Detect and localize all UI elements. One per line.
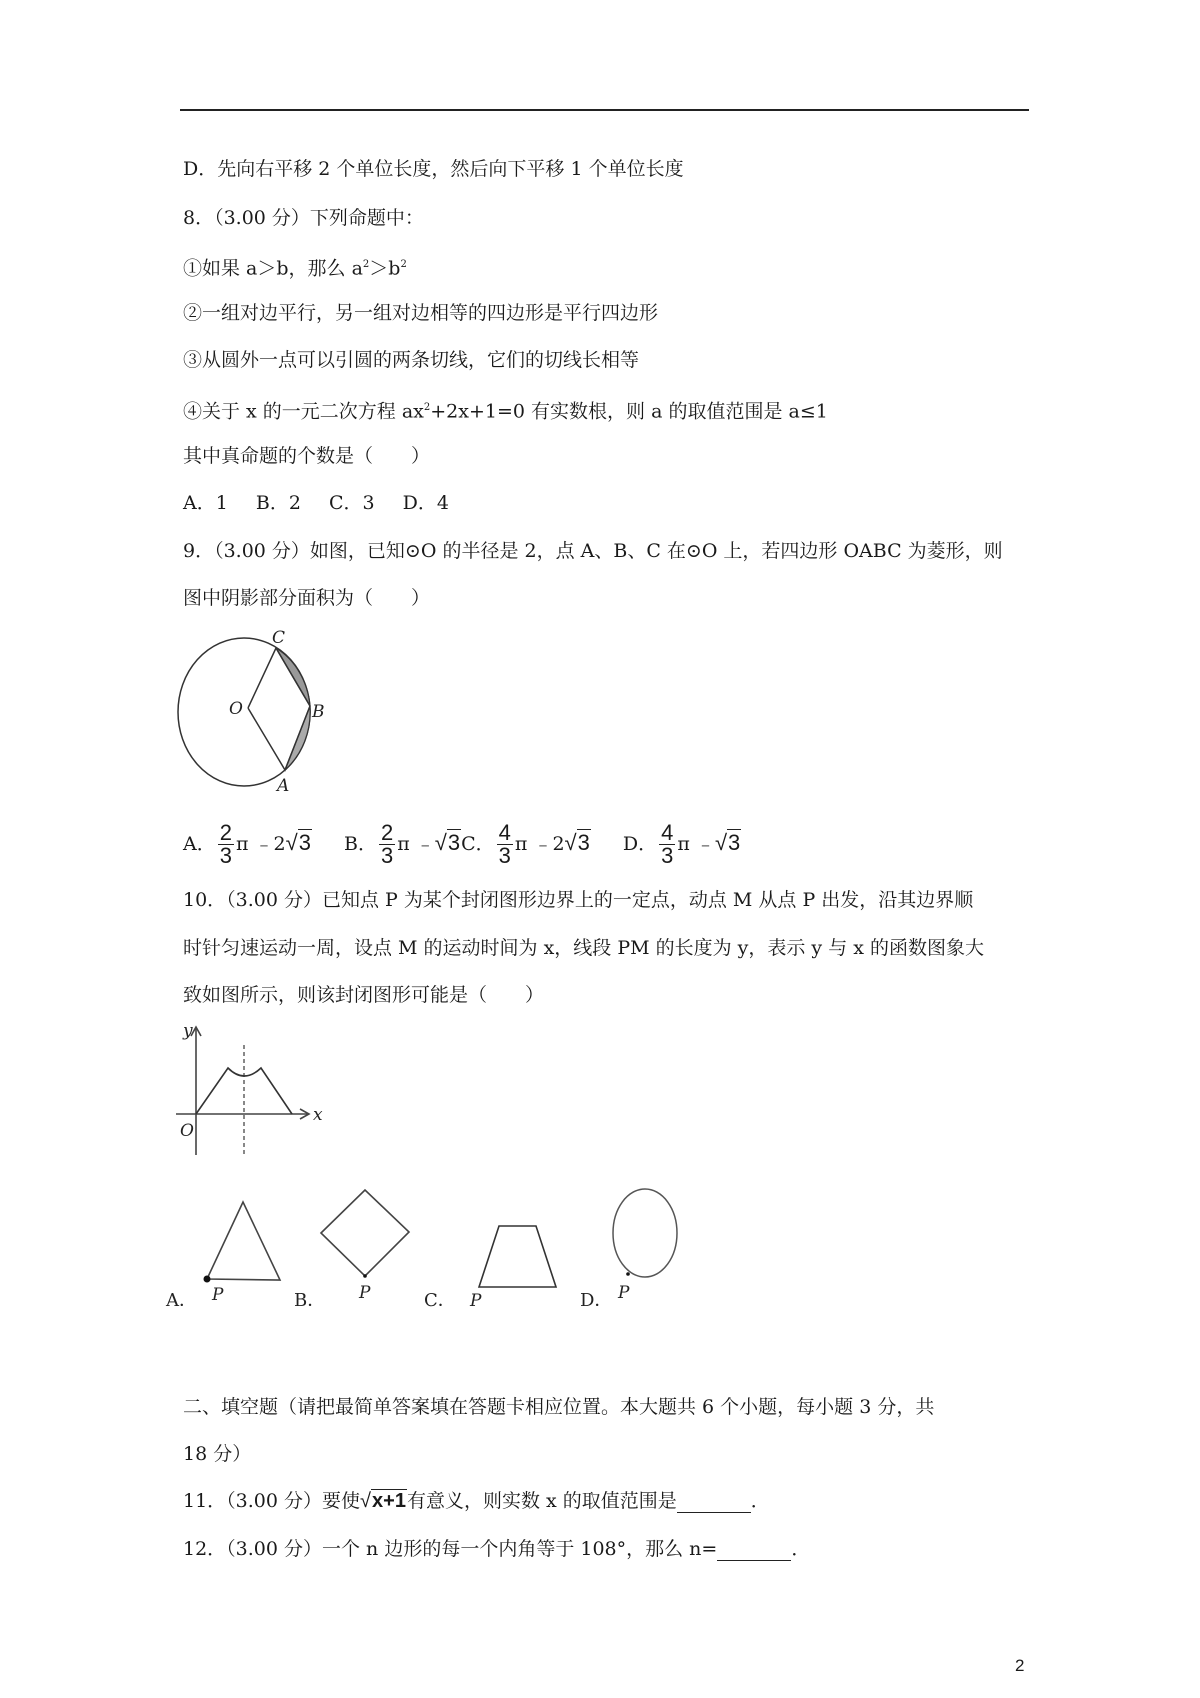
pi: π — [514, 832, 528, 855]
label-y: y — [183, 1021, 193, 1041]
q10-option-c-letter: C． — [424, 1290, 456, 1311]
sqrt: √x+1 — [360, 1490, 406, 1512]
numerator: 4 — [498, 820, 511, 845]
section-2-heading-line2: 18 分） — [183, 1443, 252, 1465]
text: 有意义，则实数 x 的取值范围是 — [406, 1490, 677, 1512]
answer-blank[interactable] — [717, 1542, 791, 1561]
text: ④关于 x 的一元二次方程 ax — [183, 400, 424, 423]
point-p — [626, 1272, 630, 1276]
label-x: x — [313, 1105, 323, 1125]
label-p: P — [618, 1283, 630, 1303]
q8-option-c: C．3 — [328, 492, 375, 514]
label-o: O — [229, 699, 243, 719]
answer-blank[interactable] — [677, 1494, 751, 1513]
denominator: 3 — [380, 843, 394, 868]
sqrt: √3 — [285, 829, 311, 855]
label-b: B — [312, 702, 325, 722]
q8-statement-3: ③从圆外一点可以引圆的两条切线，它们的切线长相等 — [183, 349, 640, 371]
q9-option-d — [622, 820, 741, 868]
letter: D． — [622, 832, 658, 855]
label-p: P — [359, 1283, 371, 1303]
section-2-heading-line1: 二、填空题（请把最简单答案填在答题卡相应位置。本大题共 6 个小题，每小题 3 分，共 — [183, 1396, 935, 1418]
numerator: 2 — [380, 820, 394, 845]
fraction — [659, 822, 675, 867]
text: ①如果 a＞b，那么 a — [183, 257, 363, 280]
radicand: x+1 — [372, 1490, 406, 1512]
fraction — [379, 822, 395, 867]
q8-statement-1 — [183, 253, 407, 280]
q8-option-a: A．1 — [183, 492, 228, 514]
q8-option-d: D．4 — [402, 492, 449, 514]
exponent: 2 — [400, 259, 407, 270]
q10-stem-line3: 致如图所示，则该封闭图形可能是（ ） — [183, 984, 545, 1006]
q10-stem-line2: 时针匀速运动一周，设点 M 的运动时间为 x，线段 PM 的长度为 y，表示 y 与 x 的函数图象大 — [183, 937, 984, 959]
triangle-shape — [207, 1202, 280, 1280]
trapezoid-shape — [479, 1226, 556, 1287]
radicand: 3 — [447, 829, 461, 855]
denominator: 3 — [219, 843, 232, 868]
q10-option-a-letter: A． — [166, 1290, 197, 1311]
pi: π — [235, 832, 249, 855]
q10-option-d-letter: D． — [580, 1290, 613, 1311]
q9-options — [183, 822, 741, 867]
denominator: 3 — [498, 843, 511, 868]
text: 11．（3.00 分）要使 — [183, 1490, 361, 1512]
fraction — [497, 822, 513, 867]
sqrt: √3 — [564, 829, 590, 855]
q8-option-b: B．2 — [255, 492, 301, 514]
minus: ﹣2 — [254, 832, 286, 855]
q8-question: 其中真命题的个数是（ ） — [183, 445, 431, 467]
minus: ﹣ — [415, 832, 435, 855]
point-p — [363, 1274, 367, 1278]
denominator: 3 — [661, 843, 674, 868]
q9-option-c — [461, 820, 591, 868]
q9-option-a — [183, 820, 312, 868]
q8-options — [183, 491, 471, 515]
numerator: 2 — [219, 820, 232, 845]
exponent: 2 — [362, 259, 370, 270]
page-number: 2 — [1015, 1656, 1025, 1675]
radicand: 3 — [577, 829, 590, 855]
label-c: C — [272, 628, 286, 648]
label-a: A — [277, 776, 290, 796]
label-p: P — [212, 1285, 224, 1305]
rhombus-shape — [321, 1190, 409, 1276]
q8-statement-4 — [183, 396, 828, 423]
circle-shape — [613, 1189, 677, 1277]
minus: ﹣ — [695, 832, 715, 855]
q9-stem-line2: 图中阴影部分面积为（ ） — [183, 587, 431, 609]
q11 — [183, 1489, 770, 1513]
sqrt: √3 — [714, 829, 741, 855]
text: +2x+1=0 有实数根，则 a 的取值范围是 a≤1 — [430, 400, 828, 423]
letter: A． — [183, 832, 216, 855]
sqrt: √3 — [434, 829, 461, 855]
period: ． — [750, 1490, 770, 1512]
point-p — [204, 1276, 211, 1283]
exponent: 2 — [423, 402, 431, 413]
q10-option-b-letter: B． — [294, 1290, 326, 1311]
q10-stem-line1: 10．（3.00 分）已知点 P 为某个封闭图形边界上的一定点，动点 M 从点 P 出发，沿其边界顺 — [183, 889, 974, 911]
label-o: O — [180, 1121, 194, 1141]
q12 — [183, 1537, 810, 1561]
text: ＞b — [369, 257, 401, 280]
q7-option-d: D．先向右平移 2 个单位长度，然后向下平移 1 个单位长度 — [183, 158, 684, 180]
header-rule — [180, 109, 1029, 111]
q9-stem-line1: 9．（3.00 分）如图，已知⊙O 的半径是 2，点 A、B、C 在⊙O 上，若四边形 OABC 为菱形，则 — [183, 540, 1003, 562]
q8-statement-2: ②一组对边平行，另一组对边相等的四边形是平行四边形 — [183, 302, 659, 324]
label-p: P — [470, 1291, 482, 1311]
pi: π — [397, 832, 410, 855]
text: 12．（3.00 分）一个 n 边形的每一个内角等于 108°，那么 n= — [183, 1538, 718, 1560]
radicand: 3 — [298, 829, 311, 855]
letter: C． — [461, 832, 495, 855]
radicand: 3 — [728, 829, 741, 855]
q8-stem: 8．（3.00 分）下列命题中： — [183, 207, 424, 229]
fraction — [218, 822, 234, 867]
period: ． — [791, 1538, 811, 1560]
q9-option-b — [344, 820, 461, 868]
pi: π — [677, 832, 690, 855]
letter: B． — [344, 832, 377, 855]
minus: ﹣2 — [533, 832, 565, 855]
numerator: 4 — [661, 820, 674, 845]
